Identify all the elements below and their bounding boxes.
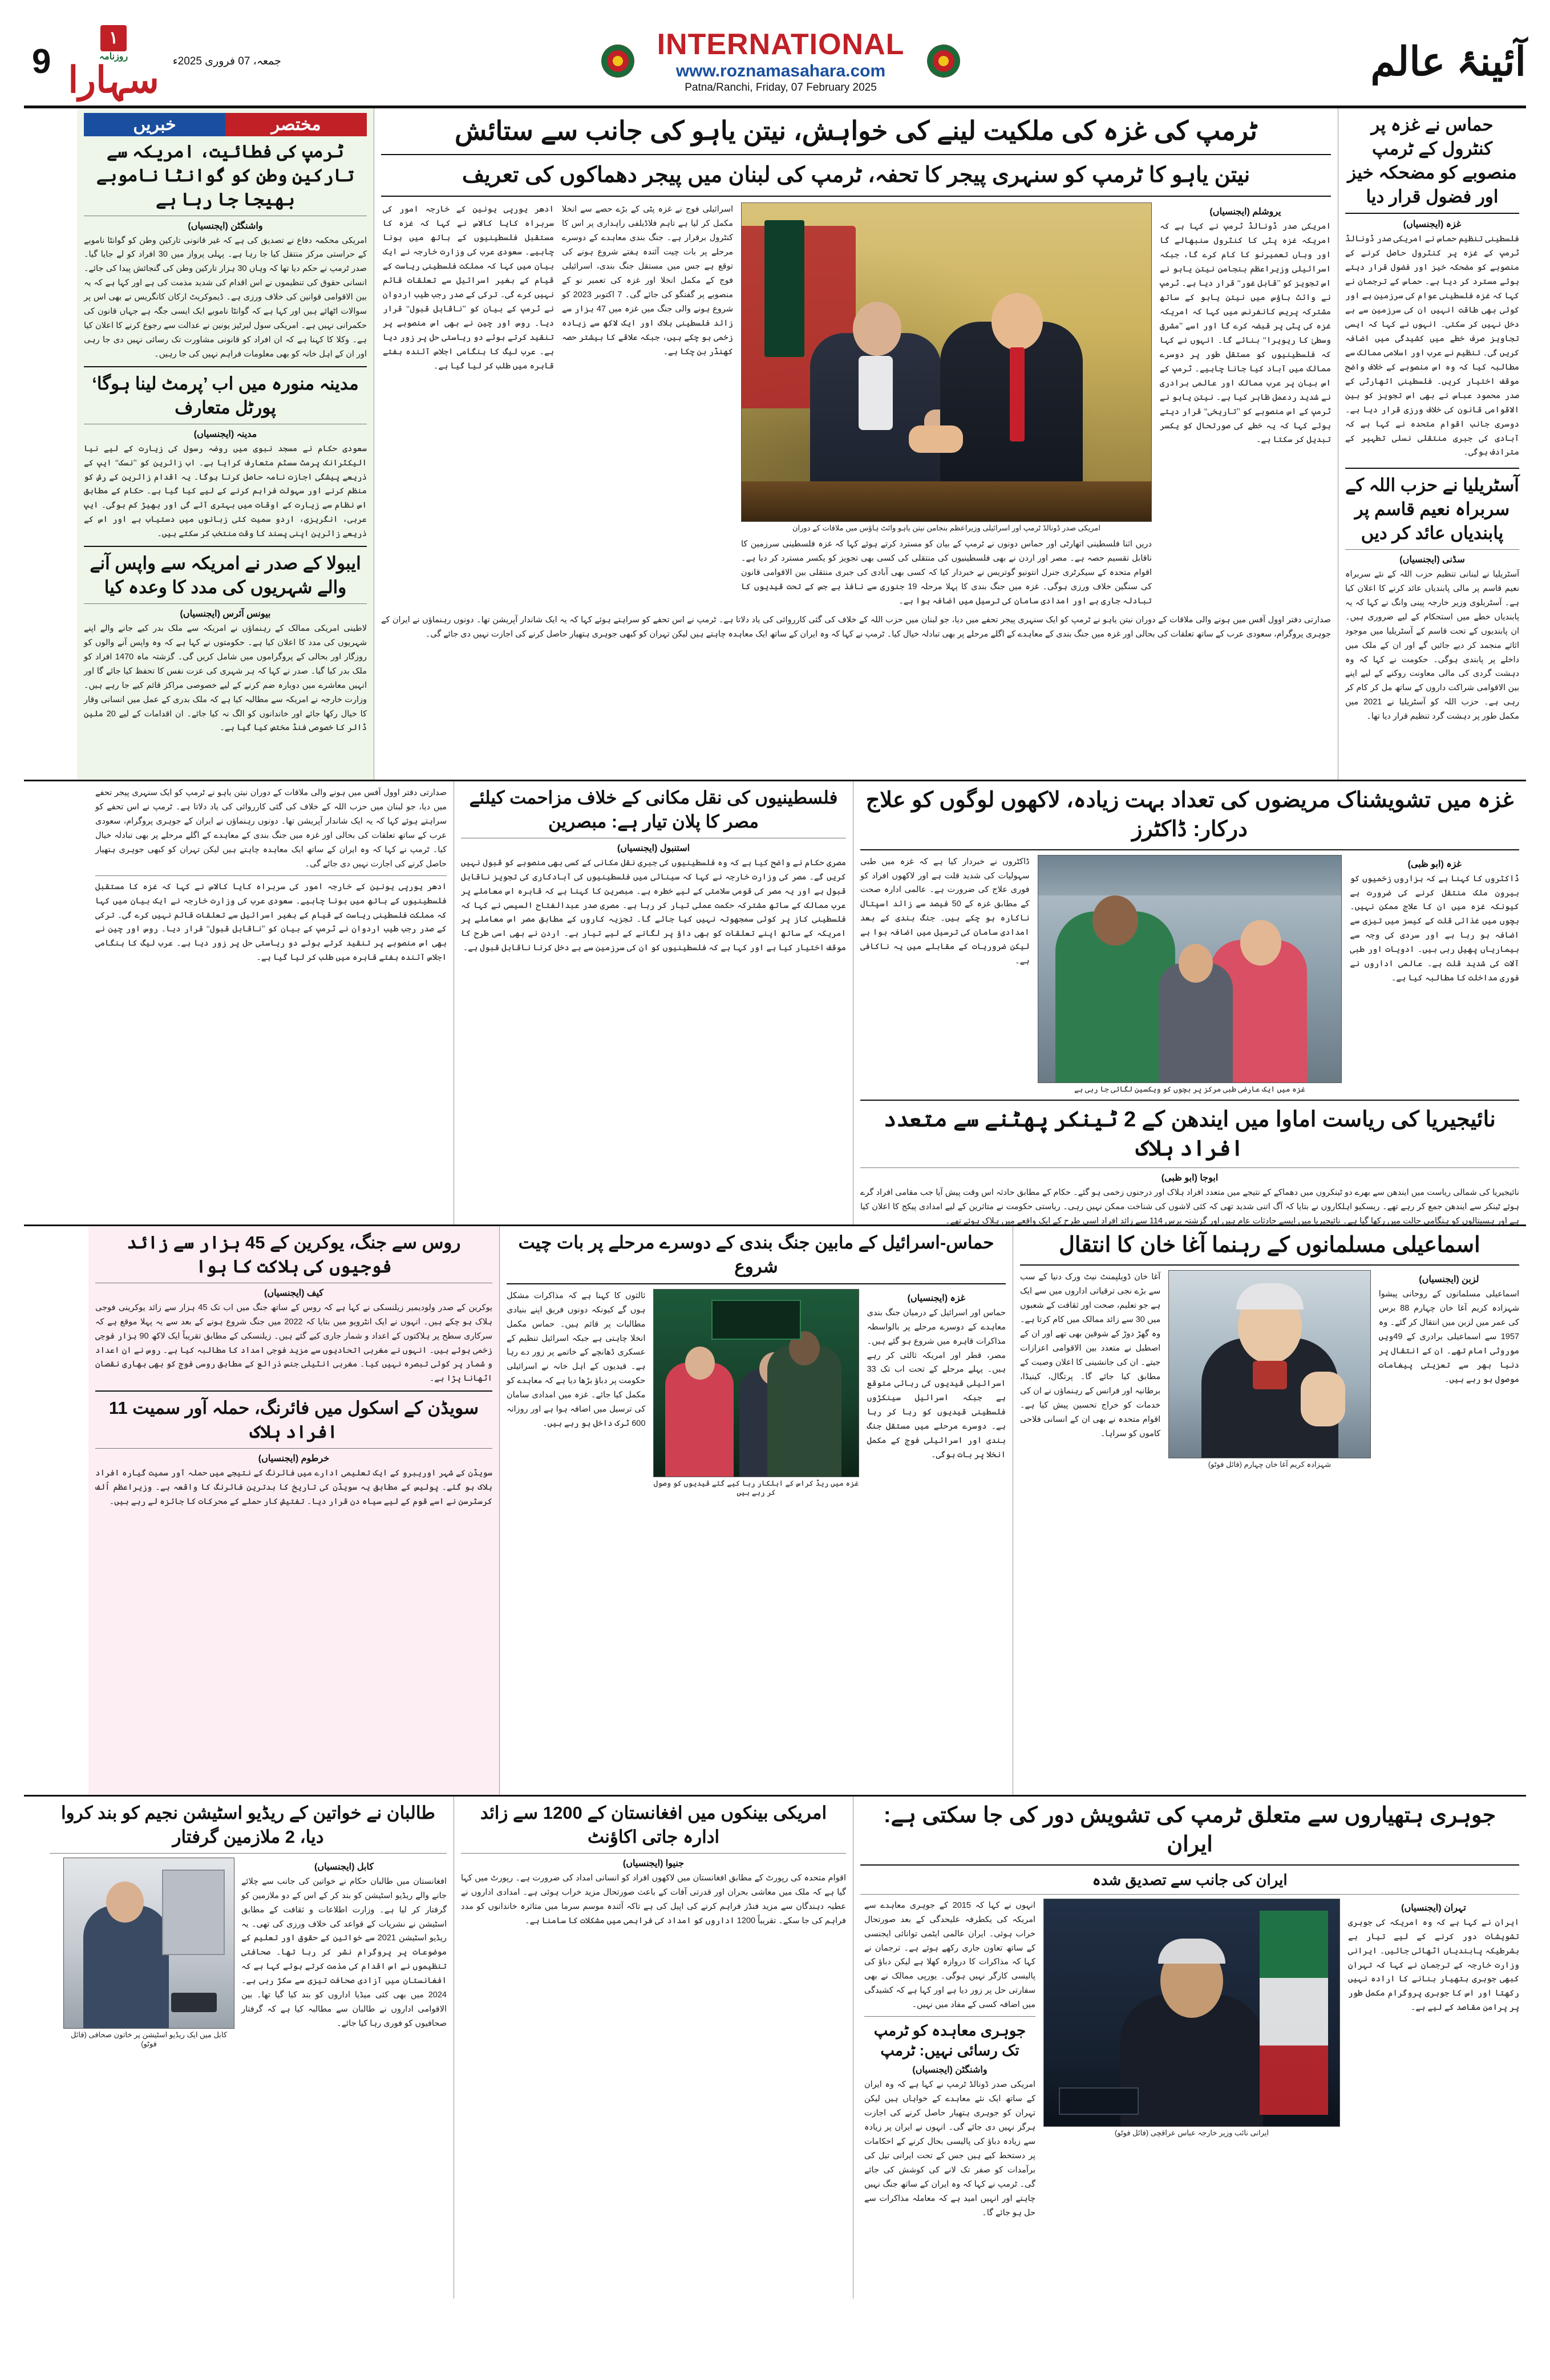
urdu-section-title: آئینۂ عالم: [1370, 39, 1526, 84]
afghan-aid-dateline: جنیوا (ایجنسیاں): [622, 1858, 685, 1868]
hamas-dateline: غزہ (ایجنسیاں): [1403, 220, 1462, 230]
taliban-radio-photo: [63, 1858, 234, 2029]
ceasefire-photo-caption: غزہ میں ریڈ کراس کے اہلکار رہا کیے گئے قیدیوں کو وصول کر رہے ہیں: [653, 1478, 859, 1497]
ukraine-body: یوکرین کے صدر ولودیمیر زیلنسکی نے کہا ہے کہ روس کے ساتھ جنگ میں اب تک 45 ہزار سے زائد یوکرینی فوجی ہلاک ہو چکے ہیں۔ انہوں نے ایک انٹرویو میں بتایا کہ 2022 میں جنگ شروع ہونے کے بعد سے یہ پہلا موقع ہے کہ سرکاری سطح پر ہلاکتوں کے اعداد و شمار جاری کیے گئے ہیں۔ زیلنسکی کے مطابق تقریباً ایک لاکھ 90 ہزار فوجی زخمی ہوئے ہیں۔ انہوں نے مغربی اتحادیوں سے مزید فوجی امداد کا مطالبہ کیا ہے۔ روس نے ان اعداد و شمار پر کوئی تبصرہ نہیں کیا۔ مغربی انٹیلی جنس ذرائع کے مطابق روسی فوج کو بھی بھاری نقصان اٹھانا پڑا ہے۔: [95, 1303, 492, 1384]
australia-headline: آسٹریلیا نے حزب اللہ کے سربراہ نعیم قاسم پر پابندیاں عائد کر دیں: [1345, 475, 1519, 544]
egypt-headline: فلسطینیوں کی نقل مکانی کے خلاف مزاحمت کیلئے مصر کا پلان تیار ہے: مبصرین: [469, 788, 838, 832]
lead-photo-caption: امریکی صدر ڈونالڈ ٹرمپ اور اسرائیلی وزیراعظم بنجامن نیتن یاہو وائٹ ہاؤس میں ملاقات کے دوران: [792, 524, 1101, 533]
publication-logo: [68, 25, 159, 98]
masthead-date: جمعہ، 07 فروری 2025ء: [172, 55, 281, 67]
tag-row: [84, 113, 367, 136]
agakhan-headline: اسماعیلی مسلمانوں کے رہنما آغا خان کا انتقال: [1059, 1233, 1480, 1257]
rosette-ornament-left: [601, 44, 634, 78]
tag-khabrein[interactable]: خبریں: [84, 113, 225, 136]
col-afghan-aid: [454, 1797, 853, 2298]
band-lead: [24, 108, 1526, 781]
agakhan-body-left: آغا خان ڈویلپمنٹ نیٹ ورک دنیا کے سب سے بڑے نجی ترقیاتی اداروں میں سے ایک ہے جو تعلیم، صحت اور ثقافت کے شعبوں میں 30 سے زائد ممالک میں کام کرتا ہے۔ وہ گھڑ دوڑ کے شوقین بھی تھے اور ان کے اصطبل نے متعدد بین الاقوامی اعزازات جیتے۔ ان کی جانشینی کا اعلان وصیت کے مطابق کیا جائے گا۔ پرتگال، کینیڈا، برطانیہ اور فرانس کے رہنماؤں نے ان کی خدمات کو خراج تحسین پیش کیا ہے۔ اقوام متحدہ نے بھی ان کے انسانی فلاحی کاموں کو سراہا۔: [1020, 1272, 1161, 1438]
lead-dateline: یروشلم (ایجنسیاں): [1209, 207, 1281, 217]
col-iran: [853, 1797, 1526, 2298]
iran-photo: [1043, 1899, 1340, 2127]
doctors-body-left: ڈاکٹروں نے خبردار کیا ہے کہ غزہ میں طبی سہولیات کی شدید قلت ہے اور لاکھوں افراد کو فوری علاج کی ضرورت ہے۔ عالمی ادارہ صحت کے مطابق غزہ کے 50 فیصد سے زائد اسپتال ناکارہ ہو چکے ہیں۔ جنگ بندی کے بعد امدادی سامان کی ترسیل میں اضافہ ہوا ہے لیکن ضروریات کے مقابلے میں یہ ناکافی ہے۔: [860, 857, 1030, 966]
logo-main-text: سہارا: [68, 59, 159, 100]
lead-col-4: ادھر یورپی یونین کے خارجہ امور کی سربراہ کایا کالاس نے کہا کہ غزہ کا مستقبل فلسطینیوں کے ہاتھ میں ہونا چاہیے۔ سعودی عرب کی وزارت خارجہ نے ایک بیان میں کہا کہ مملکت فلسطینی ریاست کے قیام کے بغیر اسرائیل سے تعلقات قائم نہیں کرے گی۔ ترکی کے صدر رجب طیب اردوان نے ٹرمپ کے بیان کو ’’ناقابل قبول‘‘ قرار دیا۔ روس اور چین نے بھی اس منصوبے پر تنقید کرتے ہوئے دو ریاستی حل پر زور دیا ہے۔ عرب لیگ کا ہنگامی اجلاس آئندہ ہفتے قاہرہ میں طلب کر لیا گیا ہے۔: [383, 205, 554, 371]
masthead-right: [1172, 39, 1526, 84]
ukraine-headline: روس سے جنگ، یوکرین کے 45 ہزار سے زائد فوجیوں کی ہلاکت کا ہوا: [127, 1232, 461, 1276]
tag-mukhtasar[interactable]: مختصر: [225, 113, 367, 136]
taliban-radio-caption: کابل میں ایک ریڈیو اسٹیشن پر خاتون صحافی (فائل فوٹو): [70, 2030, 228, 2048]
ceasefire-body-right: حماس اور اسرائیل کے درمیان جنگ بندی معاہدے کے دوسرے مرحلے پر بالواسطہ مذاکرات قاہرہ میں شروع ہو گئے ہیں۔ مصر، قطر اور امریکہ ثالثی کر رہے ہیں۔ پہلے مرحلے کے تحت اب تک 33 اسرائیلی قیدیوں کی رہائی متوقع ہے جبکہ اسرائیل سینکڑوں فلسطینی قیدیوں کو رہا کر رہا ہے۔ دوسرے مرحلے میں مستقل جنگ بندی اور اسرائیلی فوج کے مکمل انخلا پر بات ہوگی۔: [867, 1308, 1006, 1460]
taliban-radio-headline: طالبان نے خواتین کے ریڈیو اسٹیشن نجیم کو بند کروا دیا، 2 ملازمین گرفتار: [61, 1803, 435, 1847]
iran-subhead: ایران کی جانب سے تصدیق شدہ: [1092, 1871, 1288, 1888]
doctors-headline: غزہ میں تشویشناک مریضوں کی تعداد بہت زیادہ، لاکھوں لوگوں کو علاج درکار: ڈاکٹرز: [865, 788, 1514, 842]
nuclear-dateline: واشنگٹن (ایجنسیاں): [912, 2065, 988, 2075]
lead-headline: ٹرمپ کی غزہ کی ملکیت لینے کی خواہش، نیتن یاہو کی جانب سے ستائش: [455, 116, 1257, 145]
iran-photo-caption: ایرانی نائب وزیر خارجہ عباس عراقچی (فائل فوٹو): [1114, 2128, 1269, 2137]
col-doctors: [853, 781, 1526, 1225]
hamas-headline: حماس نے غزہ پر کنٹرول کے ٹرمپ منصوبے کو مضحکہ خیز اور فضول قرار دیا: [1347, 115, 1517, 206]
col-ceasefire: [499, 1226, 1013, 1795]
col-briefs: [77, 108, 374, 780]
lead-photo-trump-netanyahu: [741, 202, 1152, 522]
brief3-headline: ایبولا کے صدر نے امریکہ سے واپس آنے والے شہریوں کی مدد کا وعدہ کیا: [90, 553, 361, 598]
masthead: [24, 23, 1526, 108]
col-taliban-radio: [43, 1797, 454, 2298]
col-agakhan: [1013, 1226, 1526, 1795]
agakhan-photo: [1168, 1270, 1371, 1458]
iran-headline: جوہری ہتھیاروں سے متعلق ٹرمپ کی تشویش دور کی جا سکتی ہے: ایران: [883, 1803, 1496, 1857]
nuclear-headline: جوہری معاہدہ کو ٹرمپ تک رسائی نہیں: ٹرمپ: [873, 2022, 1026, 2059]
website-url[interactable]: www.roznamasahara.com: [675, 61, 886, 80]
ceasefire-body-left: ثالثوں کا کہنا ہے کہ مذاکرات مشکل ہوں گے کیونکہ دونوں فریق اپنے بنیادی مطالبات پر قائم ہیں۔ حماس مکمل انخلا چاہتی ہے جبکہ اسرائیل تنظیم کے عسکری ڈھانچے کے خاتمے پر زور دے رہا ہے۔ قیدیوں کے اہل خانہ نے اسرائیلی حکومت پر دباؤ بڑھا دیا ہے کہ معاہدے کو مکمل کیا جائے۔ غزہ میں امدادی سامان کی ترسیل میں اضافہ ہوا ہے اور روزانہ 600 ٹرک داخل ہو رہے ہیں۔: [507, 1291, 646, 1429]
hamas-body: فلسطینی تنظیم حماس نے امریکی صدر ڈونالڈ ٹرمپ کے غزہ پر کنٹرول حاصل کرنے کے منصوبے کو مضحکہ خیز اور فضول قرار دیتے ہوئے مسترد کر دیا ہے۔ حماس کے ترجمان نے کہا کہ غزہ فلسطینی عوام کی سرزمین ہے اور کوئی بھی طاقت انہیں ان کی سرزمین سے بے دخل نہیں کر سکتی۔ انہوں نے کہا کہ ایسی تجاویز صرف خطے میں کشیدگی میں اضافہ کریں گی۔ تنظیم نے عرب اور اسلامی ممالک سے مطالبہ کیا کہ وہ اس منصوبے کے خلاف واضح موقف اختیار کریں۔ فلسطینی اتھارٹی کے صدر محمود عباس نے بھی اس تجویز کو بین الاقوامی قانون کی خلاف ورزی قرار دیا ہے۔ دوسری جانب اقوام متحدہ نے کہا ہے کہ آبادی کی جبری منتقلی نسلی تطہیر کے مترادف ہوگی۔: [1345, 234, 1519, 457]
brief2-dateline: مدینہ (ایجنسیاں): [193, 429, 257, 439]
agakhan-dateline: لزبن (ایجنسیاں): [1419, 1275, 1479, 1285]
doctors-dateline: غزہ (ابو ظبی): [1407, 859, 1462, 869]
brief2-headline: مدینہ منورہ میں اب ’پرمٹ لینا ہوگا‘ پورٹل متعارف: [92, 373, 359, 417]
doctors-body-right: ڈاکٹروں کا کہنا ہے کہ ہزاروں زخمیوں کو بیرون ملک منتقل کرنے کی ضرورت ہے کیونکہ غزہ میں ان کا علاج ممکن نہیں۔ بچوں میں غذائی قلت کے کیسز میں تیزی سے اضافہ ہو رہا ہے اور سردی کی وجہ سے بیماریاں پھیل رہی ہیں۔ ادویات اور طبی آلات کی شدید قلت ہے۔ عالمی اداروں نے فوری مداخلت کا مطالبہ کیا ہے۔: [1350, 874, 1519, 983]
band-iran: [24, 1797, 1526, 2298]
masthead-center: [389, 29, 1172, 94]
brief3-dateline: بیونس آئرس (ایجنسیاں): [180, 609, 271, 619]
col-ukraine: [88, 1226, 499, 1795]
lead-subhead: نیتن یاہو کا ٹرمپ کو سنہری پیجر کا تحفہ، ٹرمپ کی لبنان میں پیجر دھماکوں کی تعریف: [462, 163, 1250, 188]
nuclear-body: امریکی صدر ڈونالڈ ٹرمپ نے کہا ہے کہ وہ ایران کے ساتھ ایک نئے معاہدے کے خواہاں ہیں لیکن تہران کو جوہری ہتھیار حاصل کرنے کی اجازت ہرگز نہیں دی جائے گی۔ انہوں نے ایران پر زیادہ سے زیادہ دباؤ کی پالیسی بحال کرنے کے احکامات پر دستخط کیے ہیں جس کے تحت ایرانی تیل کی برآمدات کو صفر تک لانے کی کوشش کی جائے گی۔ ٹرمپ نے کہا کہ وہ ایران کے ساتھ جنگ نہیں چاہتے اور انہیں امید ہے کہ معاملہ مذاکرات سے حل ہو جائے گا۔: [864, 2080, 1035, 2217]
logo-badge: ۱: [100, 25, 127, 51]
agakhan-photo-caption: شہزادہ کریم آغا خان چہارم (فائل فوٹو): [1208, 1460, 1332, 1469]
doctors-photo-caption: غزہ میں ایک عارضی طبی مرکز پر بچوں کو ویکسین لگائی جا رہی ہے: [1074, 1084, 1305, 1093]
iran-body-left: انہوں نے کہا کہ 2015 کے جوہری معاہدے سے امریکہ کی یکطرفہ علیحدگی کے بعد صورتحال خراب ہوئی۔ ایران عالمی ایٹمی توانائی ایجنسی کے ساتھ تعاون جاری رکھے ہوئے ہے۔ ترجمان نے کہا کہ مذاکرات کا دروازہ کھلا ہے لیکن دباؤ کی پالیسی کارگر نہیں ہوگی۔ یورپی ممالک نے بھی سفارتی حل پر زور دیا ہے اور کہا ہے کہ کشیدگی میں اضافہ کسی کے مفاد میں نہیں۔: [864, 1900, 1035, 2010]
afghan-aid-headline: امریکی بینکوں میں افغانستان کے 1200 سے زائد ادارہ جاتی اکاؤنٹ: [480, 1803, 827, 1847]
lead-col-center-under: دریں اثنا فلسطینی اتھارٹی اور حماس دونوں نے ٹرمپ کے بیان کو مسترد کرتے ہوئے کہا کہ غزہ فلسطینی سرزمین کا ناقابل تقسیم حصہ ہے۔ مصر اور اردن نے بھی فلسطینیوں کی منتقلی کی کسی بھی تجویز کو یکسر مسترد کر دیا ہے۔ اقوام متحدہ کے سیکرٹری جنرل انتونیو گوتریس نے خبردار کیا کہ کسی بھی آبادی کی جبری منتقلی بین الاقوامی قانون کی سنگین خلاف ورزی ہوگی۔ غزہ میں جنگ بندی کا پہلا مرحلہ 19 جنوری سے نافذ ہے جس کے تحت قیدیوں کا تبادلہ جاری ہے اور امدادی سامان کی ترسیل میں اضافہ ہوا ہے۔: [741, 540, 1152, 606]
taliban-radio-dateline: کابل (ایجنسیاں): [314, 1862, 374, 1872]
brief3-body: لاطینی امریکی ممالک کے رہنماؤں نے امریکہ سے ملک بدر کیے جانے والے اپنے شہریوں کی مدد کا اعلان کیا ہے۔ حکومتوں نے کہا ہے کہ وہ واپس آنے والوں کو روزگار اور بحالی کے پروگراموں میں شامل کریں گی۔ گزشتہ ماہ 1470 افراد کو ملک بدر کیا گیا۔ صدر نے کہا کہ ہر شہری کی عزت نفس کا تحفظ کیا جائے گا اور انہیں معاشرے میں دوبارہ ضم کرنے کے لیے خصوصی مراکز قائم کیے جا رہے ہیں۔ وزارت خارجہ نے امریکہ سے مطالبہ کیا ہے کہ ملک بدری کے عمل میں انسانی وقار کا خیال رکھا جائے اور خاندانوں کو الگ نہ کیا جائے۔ ان اقدامات کے لیے 20 ملین ڈالر کا خصوصی فنڈ مختص کیا گیا ہے۔: [84, 623, 367, 733]
band-agakhan: [24, 1226, 1526, 1797]
brief1-body: امریکی محکمہ دفاع نے تصدیق کی ہے کہ غیر قانونی تارکین وطن کو گوانٹا ناموبے کے حراستی مرکز منتقل کیا جا رہا ہے۔ پہلی پرواز میں 30 افراد کو لے جایا گیا۔ صدر ٹرمپ نے حکم دیا تھا کہ وہاں 30 ہزار تارکین وطن کی گنجائش پیدا کی جائے۔ انسانی حقوق کی تنظیموں نے اس اقدام کی شدید مذمت کی ہے اور کہا ہے کہ یہ بین الاقوامی قوانین کی خلاف ورزی ہے۔ ڈیموکریٹ ارکان کانگریس نے بھی اس پر سوالات اٹھائے ہیں اور کہا ہے کہ گوانٹا ناموبے ایک ایسی جگہ ہے جہاں قانون کی حکمرانی نہیں ہے۔ امریکی سول لبرٹیز یونین نے عدالت سے رجوع کرنے کا اعلان کیا ہے۔ وکلا کا کہنا ہے کہ ان افراد کو قانونی مشاورت تک رسائی نہیں دی جا رہی اور ان کے اہل خانہ کو بھی معلومات فراہم نہیں کی جا رہیں۔: [84, 236, 367, 359]
rosette-ornament-right: [927, 44, 960, 78]
lead-overflow-a: صدارتی دفتر اوول آفس میں ہونے والی ملاقات کے دوران نیتن یاہو نے ٹرمپ کو ایک سنہری پیجر تحفے میں دیا، جو لبنان میں حزب اللہ کے خلاف کی گئی کارروائی کی یاد دلاتا ہے۔ ٹرمپ نے اس تحفے کو سراہتے ہوئے کہا کہ یہ ایک شاندار آپریشن تھا۔ دونوں رہنماؤں نے ایران کے جوہری پروگرام، سعودی عرب کے ساتھ تعلقات کی بحالی اور غزہ میں جنگ بندی کے معاہدے کے اگلے مرحلے پر بھی تبادلہ خیال کیا۔ ٹرمپ نے کہا کہ وہ ایران کے ساتھ ایک معاہدہ چاہتے ہیں لیکن تہران کو کبھی جوہری ہتھیار حاصل کرنے کی اجازت نہیں دی جائے گی۔: [95, 788, 447, 869]
nigeria-dateline: ابوجا (ابو ظبی): [1161, 1173, 1219, 1183]
ukraine-dateline: کیف (ایجنسیاں): [264, 1288, 323, 1298]
lead-col-3: اسرائیلی فوج نے غزہ پٹی کے بڑے حصے سے انخلا مکمل کر لیا ہے تاہم فلاڈیلفی راہداری پر اس کا کنٹرول برقرار ہے۔ جنگ بندی معاہدے کے دوسرے مرحلے پر بات چیت آئندہ ہفتے شروع ہونے کی توقع ہے جس میں مستقل جنگ بندی، اسرائیلی فوج کے مکمل انخلا اور غزہ کی تعمیر نو کے منصوبے پر گفتگو کی جائے گی۔ 7 اکتوبر 2023 کو شروع ہونے والی جنگ میں غزہ میں 47 ہزار سے زائد فلسطینی ہلاک اور ایک لاکھ سے زیادہ زخمی ہو چکے ہیں، جبکہ علاقے کا بیشتر حصہ کھنڈر بن چکا ہے۔: [562, 205, 733, 356]
australia-dateline: سڈنی (ایجنسیاں): [1399, 554, 1465, 565]
doctors-photo: [1038, 855, 1342, 1083]
brief1-headline: ٹرمپ کی فطائیت، امریکہ سے تارکین وطن کو گوانٹا ناموبے بھیجا جا رہا ہے: [96, 141, 355, 209]
iran-dateline: تہران (ایجنسیاں): [1401, 1903, 1466, 1913]
brief1-dateline: واشنگٹن (ایجنسیاں): [188, 221, 263, 231]
band-doctors: [24, 781, 1526, 1226]
nigeria-headline: نائیجیریا کی ریاست اماوا میں ایندھن کے 2 ٹینکر پھٹنے سے متعدد افراد ہلاک: [884, 1107, 1496, 1161]
afghan-aid-body: اقوام متحدہ کی رپورٹ کے مطابق افغانستان میں لاکھوں افراد کو انسانی امداد کی ضرورت ہے۔ رپورٹ میں کہا گیا ہے کہ ملک میں معاشی بحران اور قدرتی آفات کے باعث صورتحال مزید خراب ہوئی ہے۔ امدادی اداروں نے عطیہ دہندگان سے مزید فنڈز فراہم کرنے کی اپیل کی ہے تاکہ آئندہ موسم سرما میں متاثرہ خاندانوں کو مدد فراہم کی جا سکے۔ تقریباً 1200 اداروں کو امداد کی فراہمی میں مشکلات کا سامنا ہے۔: [461, 1873, 846, 1925]
taliban-radio-body: افغانستان میں طالبان حکام نے خواتین کی جانب سے چلائے جانے والے ریڈیو اسٹیشن کو بند کر کے اس کے دو ملازمین کو گرفتار کر لیا ہے۔ وزارت اطلاعات و ثقافت کے مطابق اسٹیشن نے نشریات کے قواعد کی خلاف ورزی کی تھی۔ یہ ریڈیو اسٹیشن 2021 سے خواتین کے حقوق اور تعلیم کے موضوعات پر پروگرام نشر کر رہا تھا۔ صحافتی تنظیموں نے اس اقدام کی مذمت کرتے ہوئے کہا ہے کہ افغانستان میں آزادی صحافت تیزی سے سکڑ رہی ہے۔ 2024 میں بھی کئی میڈیا اداروں کو بند کیا گیا تھا۔ بین الاقوامی اداروں نے طالبان سے مطالبہ کیا ہے کہ گرفتار صحافیوں کو فوری رہا کیا جائے۔: [241, 1876, 447, 2029]
edition-line: Patna/Ranchi, Friday, 07 February 2025: [685, 81, 877, 94]
col-egypt: [454, 781, 853, 1225]
col-hamas: [1338, 108, 1526, 780]
col-lead-overflow: [88, 781, 454, 1225]
iran-body-right: ایران نے کہا ہے کہ وہ امریکہ کی جوہری تشویشات دور کرنے کے لیے تیار ہے بشرطیکہ پابندیاں اٹھائی جائیں۔ ایرانی وزارت خارجہ کے ترجمان نے کہا کہ تہران کبھی جوہری ہتھیار بنانے کا ارادہ نہیں رکھتا اور اس کا جوہری پروگرام مکمل طور پر پرامن مقاصد کے لیے ہے۔: [1348, 1917, 1519, 2013]
sweden-dateline: خرطوم (ایجنسیاں): [258, 1454, 330, 1463]
lead-overflow-b: ادھر یورپی یونین کے خارجہ امور کی سربراہ کایا کالاس نے کہا کہ غزہ کا مستقبل فلسطینیوں کے ہاتھ میں ہونا چاہیے۔ سعودی عرب کی وزارت خارجہ نے ایک بیان میں کہا کہ مملکت فلسطینی ریاست کے قیام کے بغیر اسرائیل سے تعلقات قائم نہیں کرے گی۔ ترکی کے صدر رجب طیب اردوان نے ٹرمپ کے بیان کو ’’ناقابل قبول‘‘ قرار دیا۔ روس اور چین نے بھی اس منصوبے پر تنقید کرتے ہوئے دو ریاستی حل پر زور دیا ہے۔ عرب لیگ کا ہنگامی اجلاس آئندہ ہفتے قاہرہ میں طلب کر لیا گیا ہے۔: [95, 882, 447, 963]
page-number: 9: [32, 42, 51, 80]
sweden-headline: سویڈن کے اسکول میں فائرنگ، حملہ آور سمیت 11 افراد ہلاک: [108, 1398, 479, 1442]
ceasefire-dateline: غزہ (ایجنسیاں): [907, 1293, 966, 1303]
brief2-body: سعودی حکام نے مسجد نبوی میں روضہ رسول کی زیارت کے لیے نیا الیکٹرانک پرمٹ سسٹم متعارف کرایا ہے۔ اب زائرین کو ’’نسک‘‘ ایپ کے ذریعے پیشگی اجازت نامہ حاصل کرنا ہوگا۔ یہ اقدام زائرین کے رش کو منظم کرنے اور سہولت فراہم کرنے کے لیے کیا گیا ہے۔ حکام کے مطابق اس نظام سے زیارت کے اوقات میں بہتری آئے گی اور بھیڑ کم ہوگی۔ ایپ عربی، انگریزی، اردو سمیت کئی زبانوں میں دستیاب ہے اور اس کے ذریعے زائرین اپنی پسند کا وقت منتخب کر سکتے ہیں۔: [84, 444, 367, 539]
egypt-body: مصری حکام نے واضح کیا ہے کہ وہ فلسطینیوں کی جبری نقل مکانی کے کسی بھی منصوبے کو قبول نہیں کریں گے۔ مصر کی وزارت خارجہ نے کہا کہ سینائی میں فلسطینیوں کی آبادکاری کی تجویز ناقابل قبول ہے اور یہ مصر کی قومی سلامتی کے لیے خطرہ ہے۔ مبصرین کا کہنا ہے کہ قاہرہ اس معاملے پر عرب ممالک کے ساتھ مشترکہ حکمت عملی تیار کر رہا ہے۔ مصری صدر عبدالفتاح السیسی نے کہا کہ فلسطینی کاز پر کوئی سمجھوتہ نہیں کیا جائے گا۔ تجزیہ کاروں کے مطابق مصر اس معاملے پر امریکہ کے ساتھ اپنے تعلقات کو بھی داؤ پر لگانے کے لیے تیار ہے۔ اردن نے بھی اسی طرح کا موقف اختیار کیا ہے اور کہا ہے کہ فلسطینیوں کو ان کی سرزمین سے بے دخل کرنا ناقابل قبول ہے۔: [461, 858, 846, 953]
egypt-dateline: استنبول (ایجنسیاں): [617, 843, 690, 853]
masthead-left: [24, 25, 389, 98]
ceasefire-headline: حماس-اسرائیل کے مابین جنگ بندی کے دوسرے مرحلے پر بات چیت شروع: [518, 1232, 994, 1276]
logo-top-text: روزنامہ: [99, 51, 128, 62]
lead-col-1: امریکی صدر ڈونالڈ ٹرمپ نے کہا ہے کہ امریکہ غزہ پٹی کا کنٹرول سنبھالے گا اور وہاں تعمیرنو کا کام کرے گا، جبکہ اسرائیلی وزیراعظم بنجامن نیتن یاہو نے اس تجویز کو ’’قابل غور‘‘ قرار دیا ہے۔ ٹرمپ نے وائٹ ہاؤس میں نیتن یاہو کے ساتھ مشترکہ پریس کانفرنس میں کہا کہ امریکہ غزہ کی پٹی پر قبضہ کرے گا اور اسے ’’مشرق وسطیٰ کا ریویرا‘‘ بنائے گا۔ انہوں نے کہا کہ فلسطینیوں کو مستقل طور پر دوسرے ممالک میں آباد کیا جانا چاہیے۔ ٹرمپ کے اس بیان پر عرب ممالک اور عالمی برادری نے شدید ردعمل ظاہر کیا ہے۔ نیتن یاہو نے ٹرمپ کے اس منصوبے کو ’’تاریخی‘‘ قرار دیتے ہوئے کہا کہ یہ خطے کی صورتحال کو یکسر تبدیل کر سکتا ہے۔: [1160, 222, 1331, 445]
col-lead-story: [374, 108, 1338, 780]
nigeria-body: نائیجیریا کی شمالی ریاست میں ایندھن سے بھرے دو ٹینکروں میں دھماکے کے نتیجے میں متعدد افراد ہلاک اور درجنوں زخمی ہو گئے۔ حکام کے مطابق حادثہ اس وقت پیش آیا جب مقامی افراد گرے ہوئے ٹینکر سے ایندھن جمع کر رہے تھے۔ ریسکیو اہلکاروں نے بتایا کہ آگ اتنی شدید تھی کہ کئی لاشوں کی شناخت ممکن نہیں رہی۔ ریاستی حکومت نے متاثرین کے لیے امدادی پیکج کا اعلان کیا ہے اور ہسپتالوں کو ہنگامی حالت میں رکھا گیا ہے۔ نائیجیریا میں ایسے حادثات عام ہیں اور گزشتہ برس 114 سے زائد افراد اسی طرح کے ایک واقعے میں ہلاک ہوئے تھے۔: [860, 1188, 1519, 1226]
section-title: INTERNATIONAL: [657, 28, 905, 62]
lead-col-2: صدارتی دفتر اوول آفس میں ہونے والی ملاقات کے دوران نیتن یاہو نے ٹرمپ کو ایک سنہری پیجر تحفے میں دیا، جو لبنان میں حزب اللہ کے خلاف کی گئی کارروائی کی یاد دلاتا ہے۔ ٹرمپ نے اس تحفے کو سراہتے ہوئے کہا کہ یہ ایک شاندار آپریشن تھا۔ دونوں رہنماؤں نے ایران کے جوہری پروگرام، سعودی عرب کے ساتھ تعلقات کی بحالی اور غزہ میں جنگ بندی کے معاہدے کے اگلے مرحلے پر بھی تبادلہ خیال کیا۔ ٹرمپ نے کہا کہ وہ ایران کے ساتھ ایک معاہدہ چاہتے ہیں لیکن تہران کو کبھی جوہری ہتھیار حاصل کرنے کی اجازت نہیں دی جائے گی۔: [381, 615, 1331, 639]
sweden-body: سویڈن کے شہر اوریبرو کے ایک تعلیمی ادارے میں فائرنگ کے نتیجے میں حملہ آور سمیت گیارہ افراد ہلاک ہو گئے۔ پولیس کے مطابق یہ سویڈن کی تاریخ کا بدترین فائرنگ کا واقعہ ہے۔ وزیراعظم اُلف کرسٹرسن نے اسے قوم کے لیے سیاہ دن قرار دیا۔ تفتیش کار حملے کے محرکات کا جائزہ لے رہے ہیں۔: [95, 1469, 492, 1506]
ceasefire-photo: [653, 1289, 859, 1477]
agakhan-body-right: اسماعیلی مسلمانوں کے روحانی پیشوا شہزادہ کریم آغا خان چہارم 88 برس کی عمر میں لزبن میں انتقال کر گئے۔ وہ 1957 سے اسماعیلی برادری کے 49ویں موروثی امام تھے۔ ان کے انتقال پر دنیا بھر سے تعزیتی پیغامات موصول ہو رہے ہیں۔: [1378, 1290, 1519, 1384]
australia-body: آسٹریلیا نے لبنانی تنظیم حزب اللہ کے نئے سربراہ نعیم قاسم پر مالی پابندیاں عائد کرنے کا اعلان کیا ہے۔ آسٹریلوی وزیر خارجہ پینی وانگ نے کہا کہ یہ پابندیاں خطے میں استحکام کے لیے ضروری ہیں۔ ان پابندیوں کے تحت قاسم کے آسٹریلیا میں موجود اثاثے منجمد کر دیے جائیں گے اور ان کے ملک میں داخلے پر پابندی ہوگی۔ حکومت نے کہا کہ وہ دہشت گردی کی مالی معاونت روکنے کے لیے اپنے بین الاقوامی شراکت داروں کے ساتھ مل کر کام کر رہی ہے۔ حزب اللہ کو آسٹریلیا نے 2021 میں مکمل طور پر دہشت گرد تنظیم قرار دیا تھا۔: [1345, 569, 1519, 721]
